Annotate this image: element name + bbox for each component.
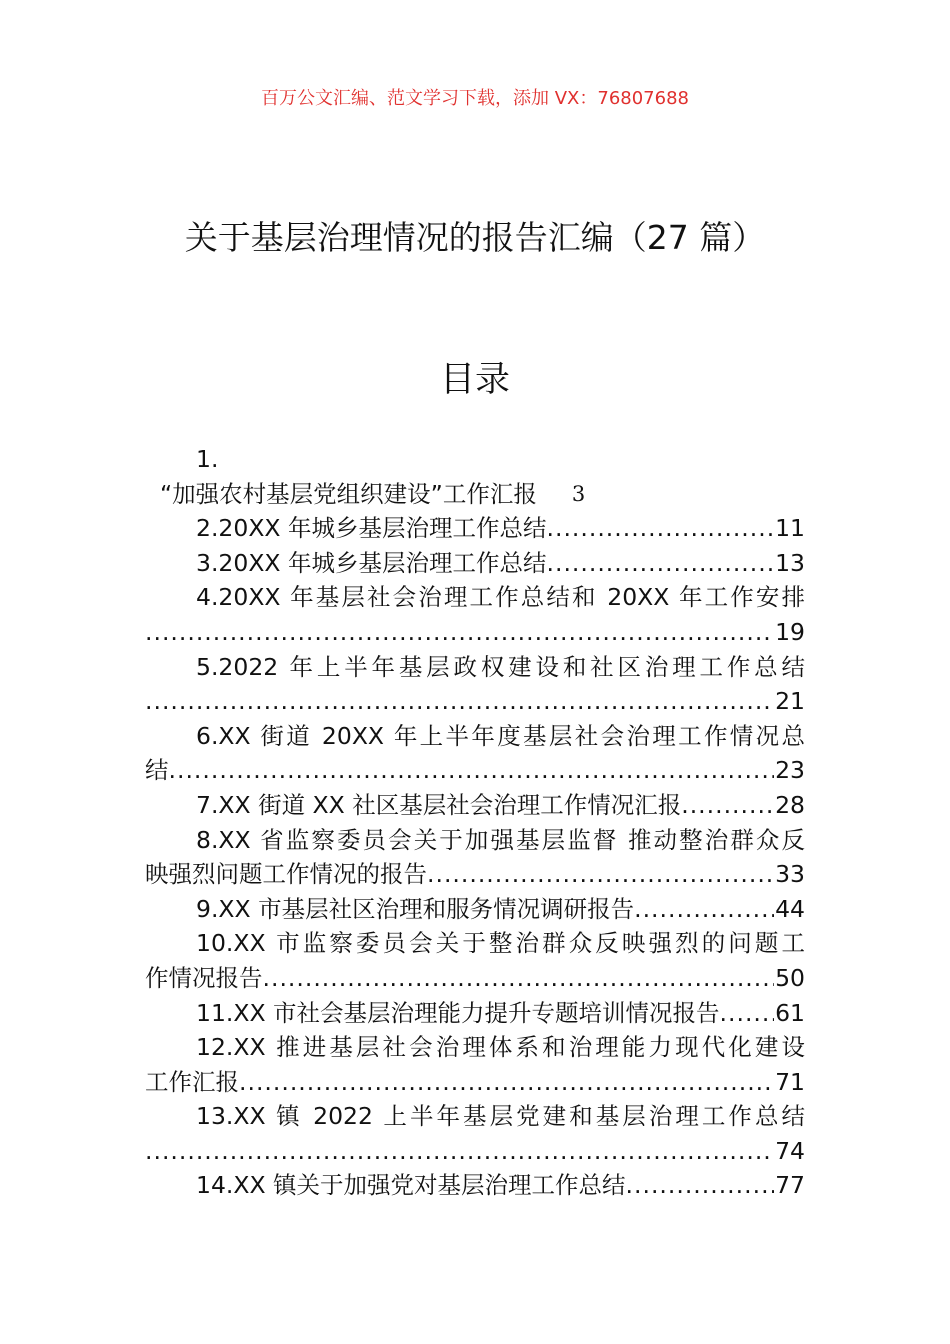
toc-entry[interactable] <box>145 1168 805 1203</box>
toc-entry-title: 11.XX 市社会基层治理能力提升专题培训情况报告 <box>196 998 720 1027</box>
toc-line <box>145 926 805 961</box>
toc-page-number: 3 <box>571 481 586 506</box>
toc-entry[interactable] <box>145 788 805 823</box>
toc-line <box>145 753 805 788</box>
toc-entry-title: 10.XX 市监察委员会关于整治群众反映强烈的问题工 <box>196 929 805 958</box>
dot-leader <box>263 961 775 996</box>
toc-entry-title: 14.XX 镇关于加强党对基层治理工作总结 <box>196 1171 626 1200</box>
toc-line <box>145 477 805 512</box>
dot-leader <box>634 892 774 927</box>
toc-line <box>145 857 805 892</box>
toc-entry[interactable] <box>145 442 805 511</box>
toc-entry-title: 8.XX 省监察委员会关于加强基层监督 推动整治群众反 <box>196 825 805 854</box>
toc-page-number: 61 <box>775 998 805 1027</box>
toc-entry[interactable] <box>145 546 805 581</box>
toc-entry[interactable] <box>145 719 805 788</box>
toc-entry-title: 工作汇报 <box>145 1067 239 1096</box>
toc-entry[interactable] <box>145 580 805 649</box>
toc-line <box>145 892 805 927</box>
toc-page-number: 19 <box>775 617 805 646</box>
toc-page-number: 74 <box>775 1136 805 1165</box>
toc-line <box>145 788 805 823</box>
toc-entry-title: 4.20XX 年基层社会治理工作总结和 20XX 年工作安排 <box>196 583 805 612</box>
toc-page-number: 28 <box>775 790 805 819</box>
watermark-banner: 百万公文汇编、范文学习下载，添加 VX：76807688 <box>261 88 689 109</box>
toc-entry[interactable] <box>145 823 805 892</box>
toc-line <box>145 1099 805 1134</box>
toc-line <box>145 823 805 858</box>
toc-page-number: 21 <box>775 687 805 716</box>
toc-entry[interactable] <box>145 892 805 927</box>
dot-leader <box>720 996 775 1031</box>
toc-entry-title: 映强烈问题工作情况的报告 <box>145 860 427 889</box>
toc-page-number: 77 <box>775 1171 805 1200</box>
dot-leader <box>145 615 774 650</box>
dot-leader <box>239 1065 774 1100</box>
dot-leader <box>145 684 774 719</box>
dot-leader <box>145 1134 774 1169</box>
dot-leader <box>681 788 774 823</box>
toc-line <box>145 615 805 650</box>
toc-entry-title: 12.XX 推进基层社会治理体系和治理能力现代化建设 <box>196 1033 805 1062</box>
toc-line <box>145 961 805 996</box>
toc-line <box>145 1065 805 1100</box>
toc-line <box>145 650 805 685</box>
toc-entry-title: 6.XX 街道 20XX 年上半年度基层社会治理工作情况总 <box>196 721 805 750</box>
toc-line <box>145 719 805 754</box>
toc-entry[interactable] <box>145 511 805 546</box>
toc-entry-title: 13.XX 镇 2022 上半年基层党建和基层治理工作总结 <box>196 1102 805 1131</box>
toc-entry-title: 9.XX 市基层社区治理和服务情况调研报告 <box>196 894 635 923</box>
toc-page-number: 44 <box>775 894 805 923</box>
toc-line <box>145 996 805 1031</box>
toc-entry[interactable] <box>145 996 805 1031</box>
toc-entry[interactable] <box>145 1099 805 1168</box>
toc-entry-title: 3.20XX 年城乡基层治理工作总结 <box>196 548 547 577</box>
table-of-contents <box>145 442 805 1203</box>
toc-page-number: 23 <box>775 756 805 785</box>
document-title: 关于基层治理情况的报告汇编（27 篇） <box>184 218 766 257</box>
toc-line <box>145 546 805 581</box>
toc-entry-title: 2.20XX 年城乡基层治理工作总结 <box>196 514 547 543</box>
toc-entry-title: 作情况报告 <box>145 963 263 992</box>
toc-heading: 目录 <box>439 360 510 400</box>
toc-page-number: 71 <box>775 1067 805 1096</box>
toc-line <box>145 1134 805 1169</box>
toc-line <box>145 580 805 615</box>
dot-leader <box>626 1168 775 1203</box>
toc-entry-title: 5.2022 年上半年基层政权建设和社区治理工作总结 <box>196 652 805 681</box>
toc-page-number: 11 <box>775 514 805 543</box>
toc-entry-title: “加强农村基层党组织建设”工作汇报 <box>160 479 537 508</box>
toc-line <box>145 1168 805 1203</box>
dot-leader <box>547 511 775 546</box>
toc-line <box>145 684 805 719</box>
toc-line <box>145 442 805 477</box>
toc-page-number: 13 <box>775 548 805 577</box>
toc-entry[interactable] <box>145 926 805 995</box>
toc-entry[interactable] <box>145 650 805 719</box>
toc-entry[interactable] <box>145 1030 805 1099</box>
dot-leader <box>547 546 775 581</box>
toc-entry-title: 结 <box>145 756 169 785</box>
dot-leader <box>427 857 774 892</box>
toc-page-number: 50 <box>775 963 805 992</box>
dot-leader <box>169 753 775 788</box>
toc-line <box>145 1030 805 1065</box>
toc-page-number: 33 <box>775 860 805 889</box>
toc-line <box>145 511 805 546</box>
toc-entry-number: 1. <box>196 445 219 473</box>
toc-entry-title: 7.XX 街道 XX 社区基层社会治理工作情况汇报 <box>196 790 682 819</box>
